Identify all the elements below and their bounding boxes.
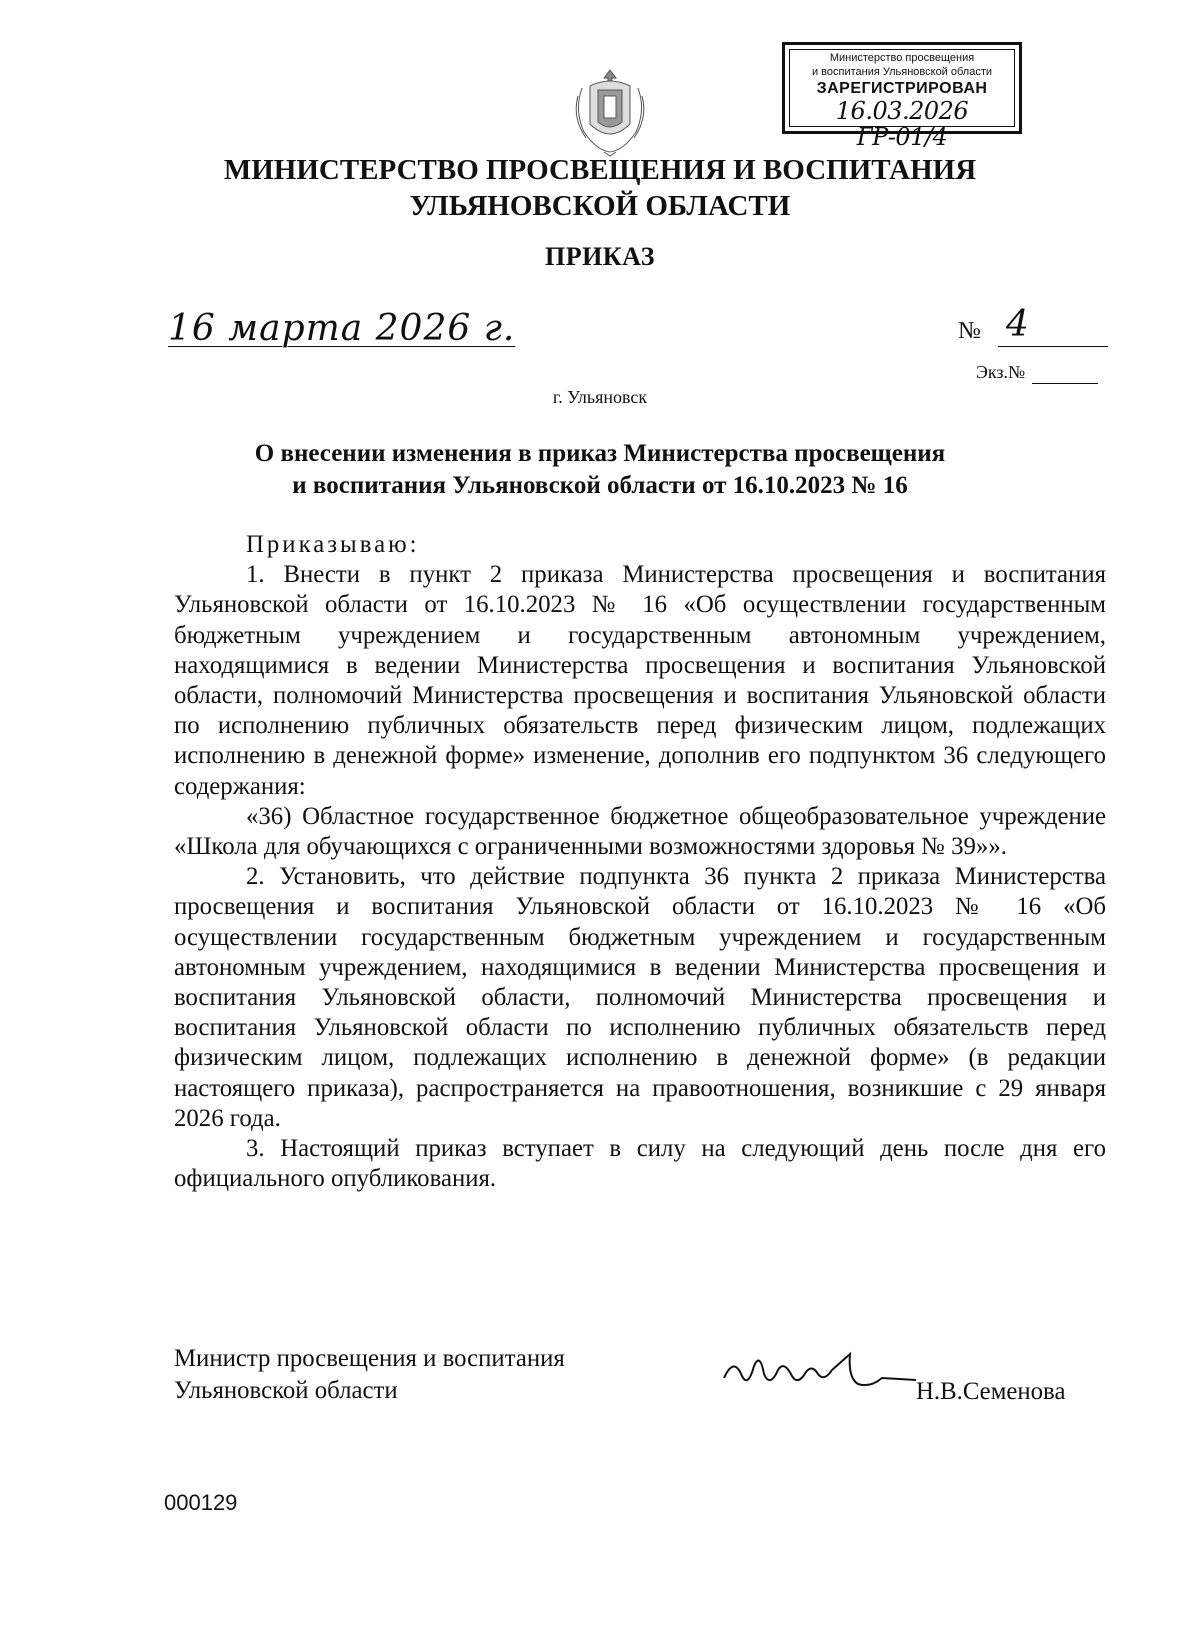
- coat-of-arms-icon: [568, 66, 652, 158]
- city: г. Ульяновск: [552, 387, 648, 407]
- signer-title-line2: Ульяновской области: [174, 1377, 398, 1404]
- order-word: Приказываю:: [246, 531, 420, 558]
- document-subject: [150, 438, 1050, 502]
- document-body: [174, 530, 1106, 1194]
- handwritten-date: 16 марта 2026 г.: [168, 308, 516, 349]
- stamp-inner-frame: [789, 49, 1015, 151]
- stamp-reg-number: 16.03.2026 ГР-01/4: [835, 97, 969, 151]
- handwritten-number: 4: [1006, 304, 1029, 345]
- number-underline: [998, 346, 1108, 347]
- signer-title: [174, 1343, 565, 1407]
- stamp-org-line1: Министерство просвещения: [829, 52, 975, 64]
- signer-title-line1: Министр просвещения и воспитания: [174, 1345, 565, 1372]
- document-type: ПРИКАЗ: [544, 242, 656, 271]
- stamp-org-line2: и воспитания Ульяновской области: [811, 66, 993, 78]
- subject-line1: О внесении изменения в приказ Министерства просвещения: [254, 440, 946, 467]
- number-label: №: [958, 318, 981, 344]
- paragraph-2: «36) Областное государственное бюджетное общеобразовательное учреждение «Школа для обучающихся с ограниченными возможностями здоровья № 39»».: [174, 802, 1106, 861]
- footer-code: 000129: [164, 1490, 238, 1515]
- ministry-line2: УЛЬЯНОВСКОЙ ОБЛАСТИ: [409, 190, 791, 222]
- ministry-name: [150, 152, 1050, 224]
- copy-number-underline: [1032, 383, 1098, 384]
- copy-number-label: Экз.№: [976, 362, 1026, 382]
- paragraph-3: 2. Установить, что действие подпункта 36 пункта 2 приказа Министерства просвещения и воспитания Ульяновской области от 16.10.2023 № 16 «Об осуществлении государственным бюджетным учреждением и государственным автономным учреждением, находящимися в ведении Министерства просвещения и воспитания Ульяновской области, полномочий Министерства просвещения и воспитания Ульяновской области по исполнению публичных обязательств перед физическим лицом, подлежащих исполнению в денежной форме» (в редакции настоящего приказа), распространяется на правоотношения, возникшие с 29 января 2026 года.: [174, 863, 1106, 1132]
- subject-line2: и воспитания Ульяновской области от 16.10.2023 № 16: [292, 472, 908, 499]
- stamp-status: ЗАРЕГИСТРИРОВАН: [816, 80, 988, 97]
- registration-stamp: [782, 42, 1022, 151]
- paragraph-1: 1. Внести в пункт 2 приказа Министерства просвещения и воспитания Ульяновской области от 16.10.2023 № 16 «Об осуществлении государственным бюджетным учреждением и государственным автономным учреждением, находящимися в ведении Министерства просвещения и воспитания Ульяновской области, полномочий Министерства просвещения и воспитания Ульяновской области по исполнению публичных обязательств перед физическим лицом, подлежащих исполнению в денежной форме» изменение, дополнив его подпунктом 36 следующего содержания:: [174, 561, 1106, 800]
- handwritten-signature-icon: [720, 1348, 920, 1398]
- paragraph-4: 3. Настоящий приказ вступает в силу на следующий день после дня его официального опубликования.: [174, 1135, 1106, 1193]
- signer-name: Н.В.Семенова: [916, 1378, 1066, 1405]
- ministry-line1: МИНИСТЕРСТВО ПРОСВЕЩЕНИЯ И ВОСПИТАНИЯ: [223, 154, 977, 186]
